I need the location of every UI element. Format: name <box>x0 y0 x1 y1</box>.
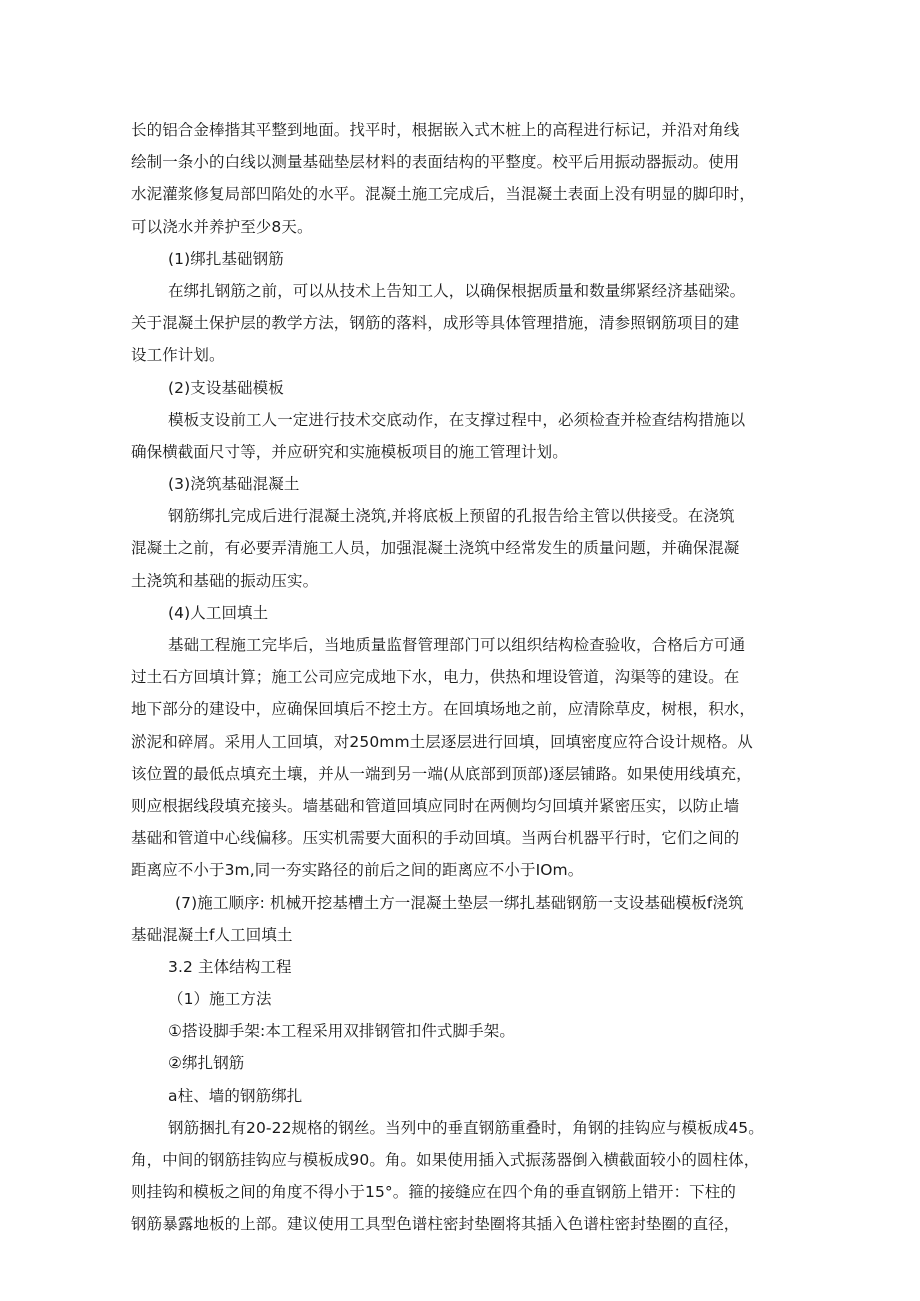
section-heading: (2)支设基础模板 <box>168 378 284 397</box>
text-line: 基础混凝土f人工回填土 <box>131 925 293 944</box>
section-heading: （1）施工方法 <box>168 990 272 1009</box>
section-heading: (1)绑扎基础钢筋 <box>168 249 284 268</box>
text-line: 关于混凝土保护层的教学方法，钢筋的落料，成形等具体管理措施，清参照钢筋项目的建 <box>131 314 740 333</box>
text-line: 确保横截面尺寸等，并应研究和实施模板项目的施工管理计划。 <box>131 442 568 461</box>
text-line: 钢筋绑扎完成后进行混凝土浇筑,并将底板上预留的孔报告给主管以供接受。在浇筑 <box>168 507 735 526</box>
text-line: 淤泥和碎屑。采用人工回填，对250mm土层逐层进行回填，回填密度应符合设计规格。从 <box>131 732 753 751</box>
text-line: 距离应不小于3m,同一夯实路径的前后之间的距离应不小于IOm。 <box>131 861 584 880</box>
text-line: 钢筋捆扎有20-22规格的钢丝。当列中的垂直钢筋重叠时，角钢的挂钩应与模板成45。 <box>168 1118 764 1137</box>
text-line: 土浇筑和基础的振动压实。 <box>131 571 319 590</box>
section-heading: (7)施工顺序: 机械开挖基槽土方一混凝土垫层一绑扎基础钢筋一支设基础模板f浇筑 <box>175 893 744 912</box>
section-heading: ②绑扎钢筋 <box>168 1054 245 1073</box>
text-line: 设工作计划。 <box>131 346 225 365</box>
section-heading: a柱、墙的钢筋绑扎 <box>168 1086 303 1105</box>
section-heading: (3)浇筑基础混凝土 <box>168 475 300 494</box>
text-line: 基础和管道中心线偏移。压实机需要大面积的手动回填。当两台机器平行时，它们之间的 <box>131 829 740 848</box>
text-line: 则应根据线段填充接头。墙基础和管道回填应同时在两侧均匀回填并紧密压实，以防止墙 <box>131 796 740 815</box>
text-line: ①搭设脚手架:本工程采用双排钢管扣件式脚手架。 <box>168 1022 515 1041</box>
text-line: 可以浇水并养护至少8天。 <box>131 217 313 236</box>
text-line: 则挂钩和模板之间的角度不得小于15°。箍的接缝应在四个角的垂直钢筋上错开：下柱的 <box>131 1183 736 1202</box>
text-line: 钢筋暴露地板的上部。建议使用工具型色谱柱密封垫圈将其插入色谱柱密封垫圈的直径， <box>131 1215 740 1234</box>
text-line: 水泥灌浆修复局部凹陷处的水平。混凝土施工完成后，当混凝土表面上没有明显的脚印时， <box>131 185 756 204</box>
text-line: 在绑扎钢筋之前，可以从技术上告知工人，以确保根据质量和数量绑紧经济基础梁。 <box>168 281 746 300</box>
section-heading: (4)人工回填土 <box>168 603 269 622</box>
text-line: 地下部分的建设中，应确保回填后不挖土方。在回填场地之前，应清除草皮，树根，积水， <box>131 700 756 719</box>
document-body <box>131 114 795 1241</box>
text-line: 混凝土之前，有必要弄清施工人员，加强混凝土浇筑中经常发生的质量问题，并确保混凝 <box>131 539 740 558</box>
text-line: 长的铝合金棒揩其平整到地面。找平时，根据嵌入式木桩上的高程进行标记，并沿对角线 <box>131 121 740 139</box>
text-line: 绘制一条小的白线以测量基础垫层材料的表面结构的平整度。校平后用振动器振动。使用 <box>131 153 740 172</box>
text-line: 该位置的最低点填充土壤，并从一端到另一端(从底部到顶部)逐层铺路。如果使用线填充， <box>131 764 752 783</box>
text-line: 角，中间的钢筋挂钩应与模板成90。角。如果使用插入式振荡器倒入横截面较小的圆柱体， <box>131 1151 760 1169</box>
text-line: 基础工程施工完毕后，当地质量监督管理部门可以组织结构检查验收，合格后方可通 <box>168 636 746 654</box>
text-line: 模板支设前工人一定进行技术交底动作，在支撑过程中，必须检查并检查结构措施以 <box>168 410 746 429</box>
section-heading: 3.2 主体结构工程 <box>168 957 292 976</box>
text-line: 过土石方回填计算；施工公司应完成地下水，电力，供热和埋设管道，沟渠等的建设。在 <box>131 668 740 687</box>
